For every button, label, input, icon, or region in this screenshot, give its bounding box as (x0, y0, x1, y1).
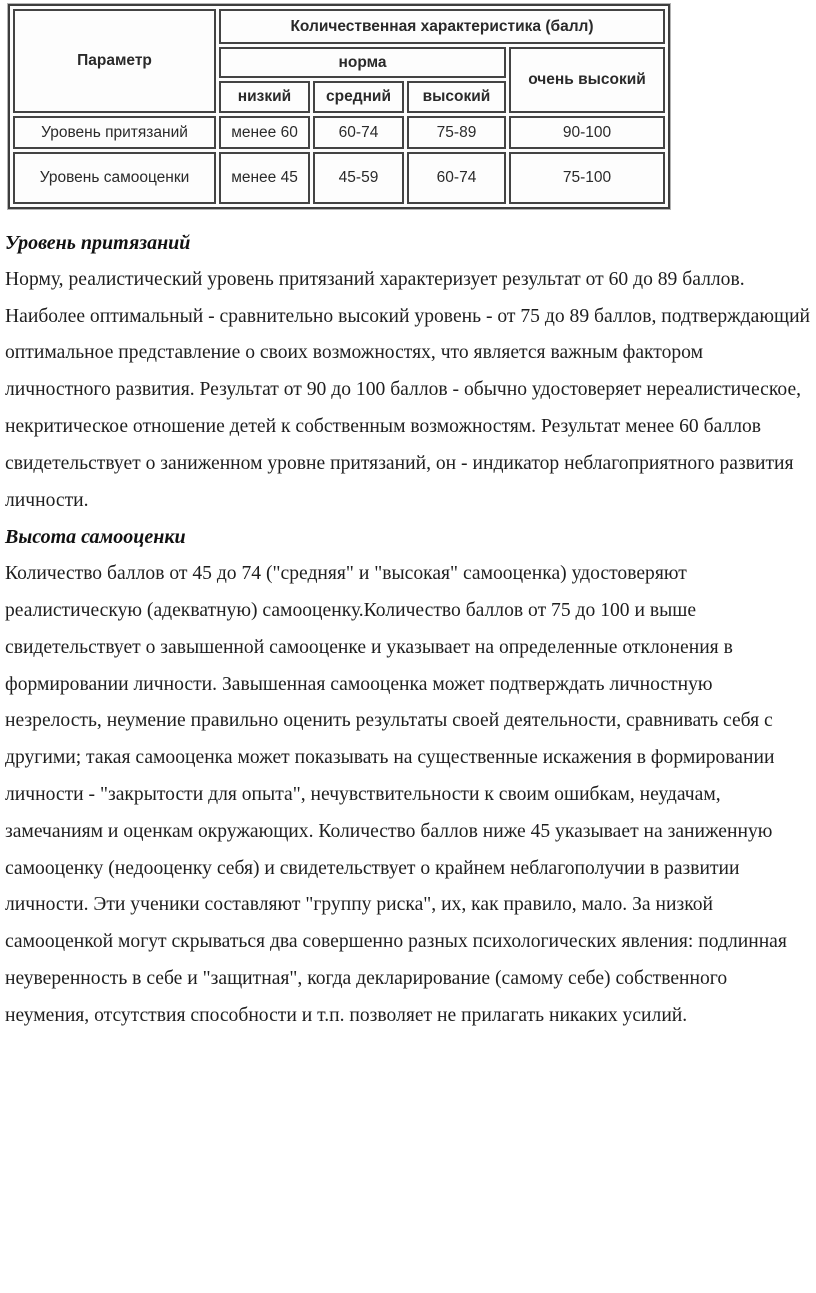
score-table-image (8, 4, 670, 209)
section-heading-self-esteem: Высота самооценки (5, 526, 186, 549)
row-high-value: 75-89 (407, 116, 506, 149)
table-header-param: Параметр (13, 9, 216, 113)
table-header-quantitative: Количественная характеристика (балл) (219, 9, 665, 44)
row-very-high-value: 90-100 (509, 116, 665, 149)
score-table (8, 4, 670, 209)
table-header-high: высокий (407, 81, 506, 113)
table-row (13, 116, 665, 149)
section-heading-pretensions: Уровень притязаний (5, 232, 191, 254)
row-very-high-value: 75-100 (509, 152, 665, 204)
table-header-very-high: очень высокий (509, 47, 665, 113)
document-body (5, 225, 811, 1035)
row-low-value: менее 60 (219, 116, 310, 149)
row-param-label: Уровень самооценки (13, 152, 216, 204)
section-paragraph-self-esteem: Количество баллов от 45 до 74 ("средняя" и "высокая" самооценка) удостоверяют реалистическую (адекватную) самооценку.Количество баллов от 75 до 100 и выше свидетельствует о завышенной самооценке и указывает на определенные отклонения в формировании личности. Завышенная самооценка может подтверждать личностную незрелость, неумение правильно оценить результаты своей деятельности, сравнивать себя с другими; такая самооценка может показывать на существенные искажения в формировании личности - "закрытости для опыта", нечувствительности к своим ошибкам, неудачам, замечаниям и оценкам окружающих. Количество баллов ниже 45 указывает на заниженную самооценку (недооценку себя) и свидетельствует о крайнем неблагополучии в развитии личности. Эти ученики составляют "группу риска", их, как правило, мало. За низкой самооценкой могут скрываться два совершенно разных психологических явления: подлинная неуверенность в себе и "защитная", когда декларирование (самому себе) собственного неумения, отсутствия способности и т.п. позволяет не прилагать никаких усилий. (5, 563, 787, 1026)
table-header-mid: средний (313, 81, 404, 113)
row-high-value: 60-74 (407, 152, 506, 204)
table-header-low: низкий (219, 81, 310, 113)
row-param-label: Уровень притязаний (13, 116, 216, 149)
row-low-value: менее 45 (219, 152, 310, 204)
table-header-norm: норма (219, 47, 506, 78)
row-mid-value: 60-74 (313, 116, 404, 149)
section-paragraph-pretensions: Норму, реалистический уровень притязаний характеризует результат от 60 до 89 баллов. Наиболее оптимальный - сравнительно высокий уровень - от 75 до 89 баллов, подтверждающий оптимальное представление о своих возможностях, что является важным фактором личностного развития. Результат от 90 до 100 баллов - обычно удостоверяет нереалистическое, некритическое отношение детей к собственным возможностям. Результат менее 60 баллов свидетельствует о заниженном уровне притязаний, он - индикатор неблагоприятного развития личности. (5, 268, 811, 511)
table-row (13, 152, 665, 204)
row-mid-value: 45-59 (313, 152, 404, 204)
